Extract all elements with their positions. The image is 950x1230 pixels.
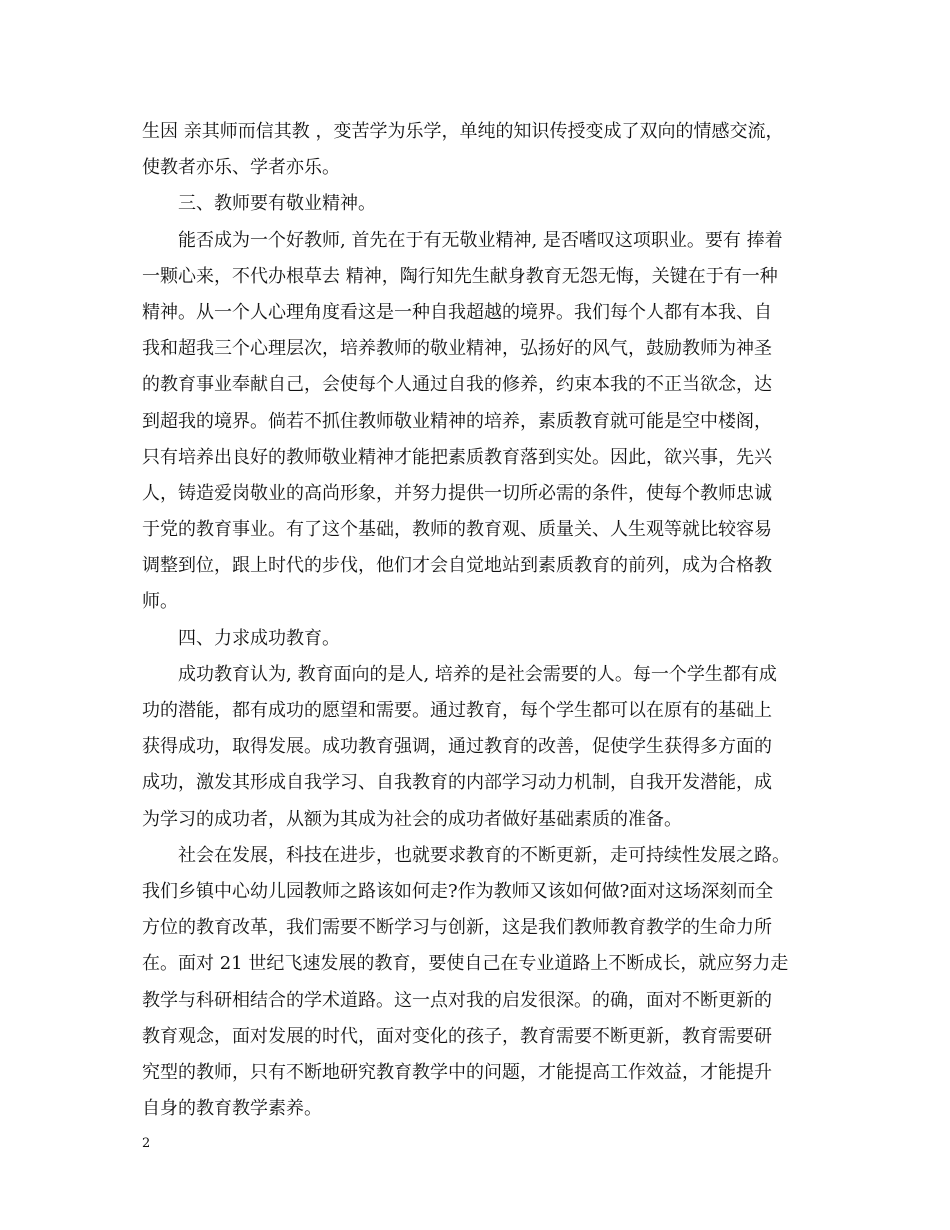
text-line: 的教育事业奉献自己，会使每个人通过自我的修养，约束本我的不正当欲念，达 (142, 374, 772, 396)
text-line: 调整到位，跟上时代的步伐，他们才会自觉地站到素质教育的前列，成为合格教 (142, 555, 772, 577)
text-line: 于党的教育事业。有了这个基础，教师的教育观、质量关、人生观等就比较容易 (142, 519, 772, 541)
text-line: 自身的教育教学素养。 (142, 1098, 322, 1120)
text-line: 只有培养出良好的教师敬业精神才能把素质教育落到实处。因此，欲兴事，先兴 (142, 446, 772, 468)
section-heading: 三、教师要有敬业精神。 (178, 193, 376, 215)
paragraph-first-line: 能否成为一个好教师, 首先在于有无敬业精神, 是否嗜叹这项职业。要有 捧着 (178, 229, 783, 251)
text-line: 为学习的成功者，从额为其成为社会的成功者做好基础素质的准备。 (142, 808, 682, 830)
text-line: 人，铸造爱岗敬业的高尚形象，并努力提供一切所必需的条件，使每个教师忠诚 (142, 482, 772, 504)
text-line: 我和超我三个心理层次，培养教师的敬业精神，弘扬好的风气，鼓励教师为神圣 (142, 338, 772, 360)
page-number: 2 (142, 1136, 151, 1151)
text-line: 教学与科研相结合的学术道路。这一点对我的启发很深。的确，面对不断更新的 (142, 989, 772, 1011)
text-line: 功的潜能，都有成功的愿望和需要。通过教育，每个学生都可以在原有的基础上 (142, 700, 772, 721)
text-line: 在。面对 21 世纪飞速发展的教育，要使自己在专业道路上不断成长，就应努力走 (142, 953, 789, 975)
text-line: 师。 (142, 591, 178, 613)
text-line: 精神。从一个人心理角度看这是一种自我超越的境界。我们每个人都有本我、自 (142, 301, 772, 323)
text-line: 究型的教师，只有不断地研究教育教学中的问题，才能提高工作效益，才能提升 (142, 1061, 772, 1083)
text-line: 成功，激发其形成自我学习、自我教育的内部学习动力机制，自我开发潜能，成 (142, 772, 772, 794)
text-line: 获得成功，取得发展。成功教育强调，通过教育的改善，促使学生获得多方面的 (142, 736, 772, 758)
text-line: 一颗心来，不代办根草去 精神，陶行知先生献身教育无怨无悔，关键在于有一种 (142, 265, 778, 287)
text-line: 教育观念，面对发展的时代，面对变化的孩子，教育需要不断更新，教育需要研 (142, 1025, 772, 1047)
section-heading: 四、力求成功教育。 (178, 627, 340, 649)
text-line: 方位的教育改革，我们需要不断学习与创新，这是我们教师教育教学的生命力所 (142, 917, 772, 939)
text-line: 我们乡镇中心幼儿园教师之路该如何走?作为教师又该如何做?面对这场深刻而全 (142, 880, 774, 902)
document-body (142, 114, 822, 1127)
paragraph-first-line: 成功教育认为, 教育面向的是人, 培养的是社会需要的人。每一个学生都有成 (178, 663, 777, 685)
text-line: 到超我的境界。倘若不抓住教师敬业精神的培养，素质教育就可能是空中楼阁， (142, 410, 772, 432)
text-line: 使教者亦乐、学者亦乐。 (142, 157, 340, 179)
text-line: 生因 亲其师而信其教 ，变苦学为乐学，单纯的知识传授变成了双向的情感交流， (142, 121, 784, 142)
paragraph-first-line: 社会在发展，科技在进步，也就要求教育的不断更新，走可持续性发展之路。 (178, 844, 790, 866)
